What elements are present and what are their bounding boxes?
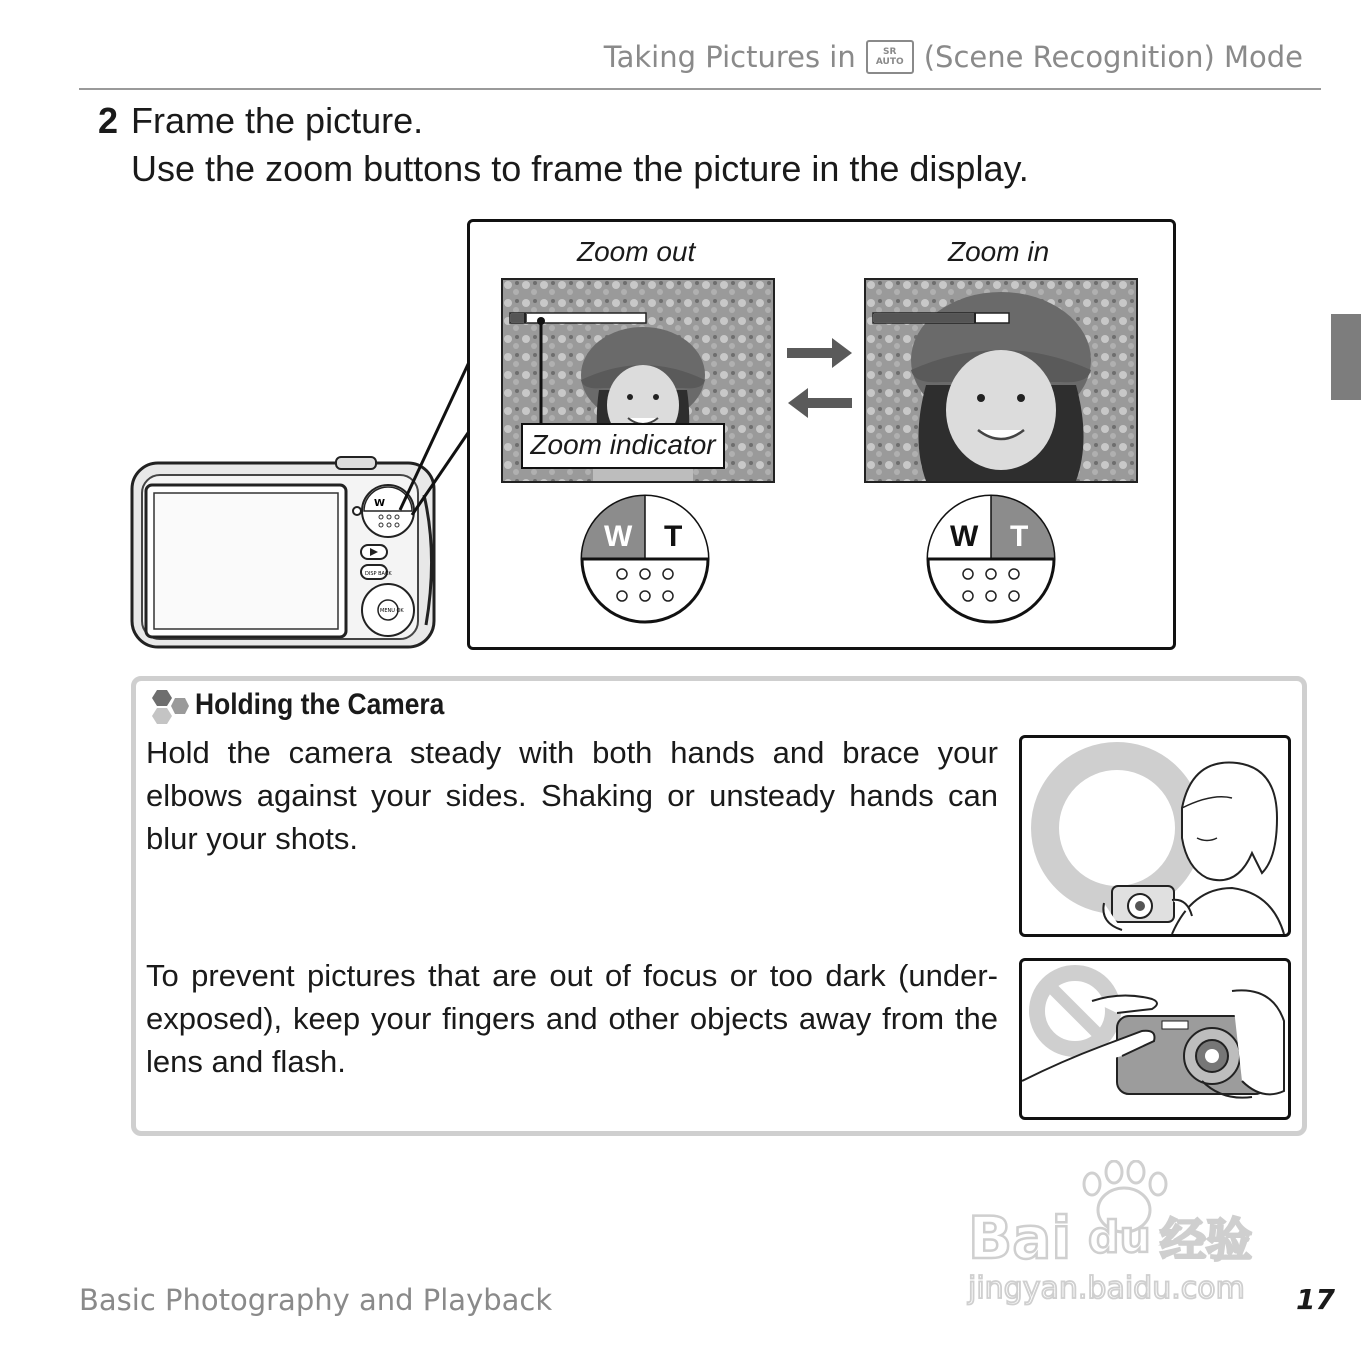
- zoom-in-wt-dial: [926, 494, 1056, 624]
- chapter-side-tab: [1331, 314, 1361, 400]
- scene-recognition-mode-icon: [866, 40, 914, 74]
- header-title-prefix: Taking Pictures in: [603, 40, 856, 74]
- t-label: T: [1010, 520, 1029, 553]
- disp-back-label: DISP BACK: [365, 571, 392, 577]
- menu-ok-label: MENU OK: [380, 608, 404, 614]
- page-number: 17: [1296, 1283, 1335, 1316]
- w-label: W: [950, 520, 979, 553]
- step-title: Frame the picture.: [131, 100, 424, 141]
- correct-holding-illustration: [1019, 735, 1291, 937]
- header-title-suffix: (Scene Recognition) Mode: [923, 40, 1303, 74]
- zoom-out-label: Zoom out: [577, 236, 696, 267]
- mode-icon-bottom-label: AUTO: [875, 57, 904, 67]
- zoom-in-indicator-fill: [874, 314, 975, 322]
- step-body: Use the zoom buttons to frame the picture in the display.: [131, 148, 1029, 189]
- baidu-jingyan-watermark: [964, 1160, 1284, 1310]
- watermark-brand-left: Bai: [968, 1204, 1072, 1272]
- step-number: 2: [98, 100, 119, 141]
- zoom-in-indicator-bar: [872, 311, 1012, 327]
- ok-circle-icon: [1045, 756, 1189, 900]
- w-label: W: [604, 520, 633, 553]
- header-divider: [79, 88, 1321, 90]
- zoom-out-wt-dial: [580, 494, 710, 624]
- tips-paragraph-1: Hold the camera steady with both hands and brace your elbows against your sides. Shaking or unsteady hands can blur your shots.: [146, 735, 998, 856]
- arrow-right-icon: [787, 338, 852, 368]
- camera-w-label: W: [374, 498, 386, 509]
- mode-icon-top-label: SR: [883, 47, 897, 57]
- zoom-indicator-leader-line: [536, 316, 548, 426]
- incorrect-holding-illustration: [1019, 958, 1291, 1120]
- tip-hexagon-icon: [145, 688, 189, 728]
- tips-title: Holding the Camera: [195, 688, 445, 721]
- zoom-out-indicator-bar: [509, 311, 649, 327]
- zoom-indicator-label: Zoom indicator: [521, 423, 725, 469]
- zoom-direction-arrows: [784, 335, 856, 423]
- watermark-brand-right: du: [1088, 1212, 1151, 1263]
- footer-section-title: Basic Photography and Playback: [79, 1283, 553, 1317]
- watermark-url: jingyan.baidu.com: [968, 1271, 1245, 1306]
- zoom-in-photo: [864, 278, 1138, 483]
- watermark-brand-cn: 经验: [1160, 1213, 1252, 1267]
- tips-paragraph-2: To prevent pictures that are out of focus or too dark (under-exposed), keep your fingers and other objects away from the lens and flash.: [146, 958, 998, 1079]
- zoom-in-label: Zoom in: [948, 236, 1050, 267]
- t-label: T: [664, 520, 683, 553]
- arrow-left-icon: [788, 388, 852, 418]
- running-header: [604, 40, 1303, 74]
